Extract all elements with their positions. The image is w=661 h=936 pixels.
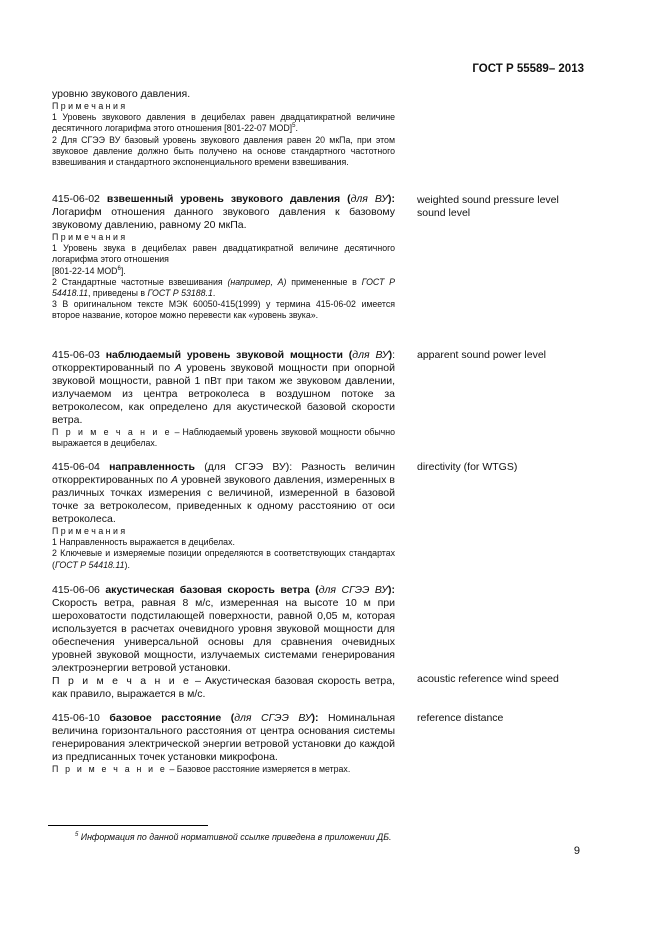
note: 2 Стандартные частотные взвешивания (например, А) примененные в ГОСТ Р 54418.11, приведены в ГОСТ Р 53188.1. bbox=[52, 276, 395, 299]
english-term-415-06-06: acoustic reference wind speed bbox=[417, 673, 559, 685]
note: 3 В оригинальном тексте МЭК 60050-415(1999) у термина 415-06-02 имеется второе название, которое можно перевести как «уровень звука». bbox=[52, 299, 395, 321]
entry-415-06-03: 415-06-03 наблюдаемый уровень звуковой мощности (для ВУ): откорректированный по А уровень звуковой мощности при опорной звуковой мощности, равной 1 пВт при таком же звуковом давлении, излучаемом из центра ветроколеса в воздушном потоке за ветроколесом, как определено для акустической базовой скорости ветра. П р и м е ч а н и е – Наблюдаемый уровень звуковой мощности обычно выражается в децибелах. bbox=[52, 349, 396, 449]
note: [801-22-14 MOD$^6$]. bbox=[52, 265, 126, 276]
entry-415-06-02: 415-06-02 взвешенный уровень звукового давления (для ВУ): Логарифм отношения данного звукового давления к базовому звуковому давлению, равному 20 мкПа. П р и м е ч а н и я 1 Уровень звука в децибелах равен двадцатикратной величине десятичного логарифма этого отношения [801-22-14 MOD$^6$]. 2 Стандартные частотные взвешивания (например, А) примененные в ГОСТ Р 54418.11, приведены в ГОСТ Р 53188.1. 3 В оригинальном тексте МЭК 60050-415(1999) у термина 415-06-02 имеется второе название, которое можно перевести как «уровень звука». bbox=[52, 193, 395, 321]
term: базовое расстояние bbox=[109, 712, 222, 724]
note: 1 Уровень звука в децибелах равен двадцатикратной величине десятичного логарифма этого отношения bbox=[52, 243, 395, 265]
note: П р и м е ч а н и е – Базовое расстояние измеряется в метрах. bbox=[52, 764, 351, 774]
notes-label: П р и м е ч а н и я bbox=[52, 101, 126, 111]
english-term-415-06-10: reference distance bbox=[417, 712, 504, 724]
intro-block bbox=[52, 88, 395, 168]
note: П р и м е ч а н и е – Наблюдаемый уровень звуковой мощности обычно выражается в децибелах. bbox=[52, 427, 395, 449]
intro-tail: уровню звукового давления. bbox=[52, 88, 191, 100]
intro-note-1: 1 Уровень звукового давления в децибелах равен двадцатикратной величине десятичного логарифма этого отношения [801-22-07 MOD]$^5$. bbox=[52, 112, 395, 134]
english-term-415-06-04: directivity (for WTGS) bbox=[417, 461, 518, 473]
note: 1 Направленность выражается в децибелах. bbox=[52, 537, 235, 548]
page-number: 9 bbox=[573, 845, 580, 857]
term: наблюдаемый уровень звуковой мощности bbox=[105, 349, 343, 361]
standard-header: ГОСТ Р 55589– 2013 bbox=[472, 63, 584, 75]
footnote-rule bbox=[48, 825, 208, 826]
term: взвешенный уровень звукового давления bbox=[106, 193, 341, 205]
english-term-415-06-02: weighted sound pressure level sound level bbox=[417, 194, 559, 219]
intro-note-2: 2 Для СГЭЭ ВУ базовый уровень звукового давления равен 20 мкПа, при этом звуковое давление должно быть получено на основе стандартного частотного взвешивания и стандартного экспоненциального времени взвешивания. bbox=[52, 134, 395, 168]
note: 2 Ключевые и измеряемые позиции определяются в соответствующих стандартах (ГОСТ Р 54418.11). bbox=[52, 548, 395, 570]
footnote: $^5$ Информация по данной нормативной ссылке приведена в приложении ДБ. bbox=[75, 832, 392, 842]
entry-415-06-10: 415-06-10 базовое расстояние (для СГЭЭ ВУ): Номинальная величина горизонтального расстояния от центра основания системы генерирования электрической энергии ветровой установки до каждой из предписанных точек установки микрофона. П р и м е ч а н и е – Базовое расстояние измеряется в метрах. bbox=[52, 712, 396, 774]
english-term-415-06-03: apparent sound power level bbox=[417, 349, 547, 361]
notes-label: П р и м е ч а н и я bbox=[52, 526, 126, 536]
notes-label: П р и м е ч а н и я bbox=[52, 232, 126, 242]
term: акустическая базовая скорость ветра bbox=[105, 584, 310, 596]
note: П р и м е ч а н и е – Акустическая базовая скорость ветра, как правило, выражается в м/с. bbox=[52, 675, 395, 700]
term: направленность bbox=[109, 461, 195, 473]
entry-415-06-04: 415-06-04 направленность (для СГЭЭ ВУ): Разность величин откорректированных по А уровней звукового давления, измеренных в различных точках измерения с величиной, измеренной в базовой точке за ветроколесом, приведенных к одному расстоянию от оси ветроколеса. П р и м е ч а н и я 1 Направленность выражается в децибелах. 2 Ключевые и измеряемые позиции определяются в соответствующих стандартах (ГОСТ Р 54418.11). bbox=[52, 461, 396, 570]
entry-415-06-06: 415-06-06 акустическая базовая скорость ветра (для СГЭЭ ВУ): Скорость ветра, равная 8 м/с, измеренная на высоте 10 м при шероховатости подстилающей поверхности, равной 0,05 м, которая используется в расчетах очевидного уровня звуковой мощности для обеспечения универсальной основы для сравнения очевидных уровней звуковой мощности, излучаемых системами генерирования электроэнергии ветровой установки. П р и м е ч а н и е – Акустическая базовая скорость ветра, как правило, выражается в м/с. bbox=[52, 584, 395, 700]
